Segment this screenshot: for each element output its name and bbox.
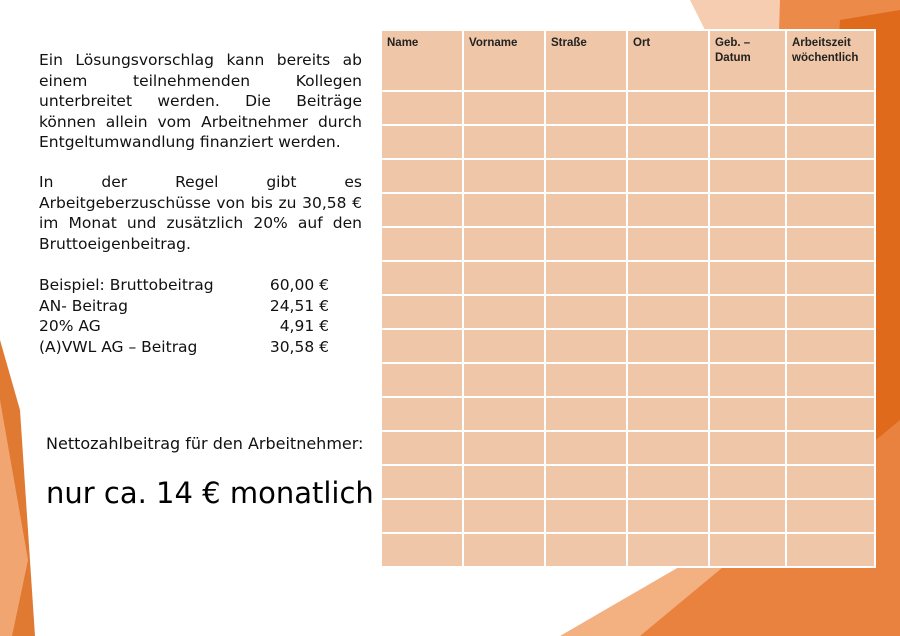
table-row xyxy=(381,91,875,125)
table-row xyxy=(381,329,875,363)
table-cell[interactable] xyxy=(381,465,463,499)
example-amount: 30,58 € xyxy=(269,337,329,356)
table-cell[interactable] xyxy=(545,533,627,567)
example-row xyxy=(39,337,329,358)
table-cell[interactable] xyxy=(545,125,627,159)
table-cell[interactable] xyxy=(627,465,709,499)
table-cell[interactable] xyxy=(463,193,545,227)
table-cell[interactable] xyxy=(463,499,545,533)
table-cell[interactable] xyxy=(709,125,786,159)
example-amount: 60,00 € xyxy=(269,276,329,294)
table-cell[interactable] xyxy=(545,159,627,193)
column-header-geburtsdatum: Geb. – Datum xyxy=(709,30,786,91)
table-cell[interactable] xyxy=(709,533,786,567)
table-row xyxy=(381,465,875,499)
column-header-name: Name xyxy=(381,30,463,91)
table-cell[interactable] xyxy=(463,125,545,159)
table-cell[interactable] xyxy=(627,499,709,533)
table-cell[interactable] xyxy=(545,295,627,329)
table-cell[interactable] xyxy=(627,363,709,397)
column-header-vorname: Vorname xyxy=(463,30,545,91)
table-row xyxy=(381,227,875,261)
table-cell[interactable] xyxy=(786,295,875,329)
table-cell[interactable] xyxy=(463,431,545,465)
table-cell[interactable] xyxy=(381,533,463,567)
table-cell[interactable] xyxy=(545,193,627,227)
table-row xyxy=(381,193,875,227)
table-cell[interactable] xyxy=(463,465,545,499)
example-label: (A)VWL AG – Beitrag xyxy=(39,337,198,356)
table-cell[interactable] xyxy=(786,125,875,159)
table-cell[interactable] xyxy=(709,91,786,125)
table-cell[interactable] xyxy=(463,91,545,125)
table-cell[interactable] xyxy=(627,295,709,329)
example-row xyxy=(39,316,329,337)
table-cell[interactable] xyxy=(545,91,627,125)
table-cell[interactable] xyxy=(545,397,627,431)
table-cell[interactable] xyxy=(381,125,463,159)
table-cell[interactable] xyxy=(463,295,545,329)
table-cell[interactable] xyxy=(381,193,463,227)
table-cell[interactable] xyxy=(709,499,786,533)
table-cell[interactable] xyxy=(709,227,786,261)
table-row xyxy=(381,295,875,329)
table-cell[interactable] xyxy=(627,91,709,125)
table-cell[interactable] xyxy=(627,329,709,363)
table-cell[interactable] xyxy=(709,193,786,227)
table-cell[interactable] xyxy=(786,261,875,295)
table-cell[interactable] xyxy=(545,227,627,261)
table-cell[interactable] xyxy=(463,159,545,193)
table-cell[interactable] xyxy=(786,91,875,125)
table-cell[interactable] xyxy=(627,193,709,227)
table-cell[interactable] xyxy=(627,533,709,567)
table-cell[interactable] xyxy=(627,125,709,159)
table-cell[interactable] xyxy=(545,329,627,363)
example-label: Beispiel: Bruttobeitrag xyxy=(39,276,214,294)
table-cell[interactable] xyxy=(709,329,786,363)
table-cell[interactable] xyxy=(463,329,545,363)
example-amount: 4,91 € xyxy=(279,317,329,335)
table-cell[interactable] xyxy=(786,499,875,533)
table-cell[interactable] xyxy=(709,159,786,193)
table-cell[interactable] xyxy=(463,261,545,295)
table-cell[interactable] xyxy=(381,295,463,329)
table-cell[interactable] xyxy=(786,533,875,567)
net-contribution-amount: nur ca. 14 € monatlich xyxy=(46,476,374,510)
table-header-row xyxy=(381,30,875,91)
table-cell[interactable] xyxy=(545,431,627,465)
net-contribution-label: Nettozahlbeitrag für den Arbeitnehmer: xyxy=(46,434,364,453)
table-cell[interactable] xyxy=(545,363,627,397)
table-cell[interactable] xyxy=(709,363,786,397)
table-cell[interactable] xyxy=(786,363,875,397)
table-row xyxy=(381,363,875,397)
column-header-arbeitszeit: Arbeitszeit wöchentlich xyxy=(786,30,875,91)
table-cell[interactable] xyxy=(786,227,875,261)
table-row xyxy=(381,397,875,431)
table-cell[interactable] xyxy=(463,533,545,567)
table-cell[interactable] xyxy=(381,261,463,295)
table-cell[interactable] xyxy=(786,329,875,363)
example-label: 20% AG xyxy=(39,317,101,335)
table-cell[interactable] xyxy=(545,499,627,533)
table-cell[interactable] xyxy=(709,397,786,431)
table-cell[interactable] xyxy=(786,431,875,465)
table-cell[interactable] xyxy=(545,261,627,295)
table-cell[interactable] xyxy=(381,499,463,533)
column-header-ort: Ort xyxy=(627,30,709,91)
participant-table-container xyxy=(380,29,874,566)
employer-contribution-paragraph: In der Regel gibt es Arbeitgeberzuschüsse von bis zu 30,58 € im Monat und zusätzlich 20% auf den Bruttoeigenbeitrag. xyxy=(39,173,362,253)
table-cell[interactable] xyxy=(381,227,463,261)
table-cell[interactable] xyxy=(463,397,545,431)
table-row xyxy=(381,533,875,567)
table-row xyxy=(381,261,875,295)
table-cell[interactable] xyxy=(627,431,709,465)
table-cell[interactable] xyxy=(709,295,786,329)
table-cell[interactable] xyxy=(786,193,875,227)
table-row xyxy=(381,499,875,533)
table-cell[interactable] xyxy=(381,91,463,125)
contribution-example xyxy=(39,275,329,357)
example-label: AN- Beitrag xyxy=(39,296,128,315)
table-cell[interactable] xyxy=(627,397,709,431)
table-cell[interactable] xyxy=(786,397,875,431)
table-cell[interactable] xyxy=(381,397,463,431)
table-cell[interactable] xyxy=(709,431,786,465)
intro-paragraph: Ein Lösungsvorschlag kann bereits ab einem teilnehmenden Kollegen unterbreitet werden. Die Beiträge können allein vom Arbeitnehmer durch Entgeltumwandlung finanziert werden. xyxy=(39,51,362,151)
table-cell[interactable] xyxy=(627,159,709,193)
example-row xyxy=(39,275,329,296)
table-cell[interactable] xyxy=(786,465,875,499)
example-amount: 24,51 € xyxy=(269,296,329,315)
table-cell[interactable] xyxy=(381,159,463,193)
column-header-strasse: Straße xyxy=(545,30,627,91)
table-row xyxy=(381,159,875,193)
table-cell[interactable] xyxy=(463,227,545,261)
table-cell[interactable] xyxy=(786,159,875,193)
table-cell[interactable] xyxy=(627,261,709,295)
table-body xyxy=(381,91,875,567)
example-row xyxy=(39,296,329,317)
table-cell[interactable] xyxy=(463,363,545,397)
table-cell[interactable] xyxy=(709,465,786,499)
table-cell[interactable] xyxy=(545,465,627,499)
table-row xyxy=(381,431,875,465)
table-cell[interactable] xyxy=(709,261,786,295)
table-row xyxy=(381,125,875,159)
table-cell[interactable] xyxy=(381,431,463,465)
table-cell[interactable] xyxy=(627,227,709,261)
participant-table xyxy=(380,29,876,568)
table-cell[interactable] xyxy=(381,329,463,363)
table-cell[interactable] xyxy=(381,363,463,397)
